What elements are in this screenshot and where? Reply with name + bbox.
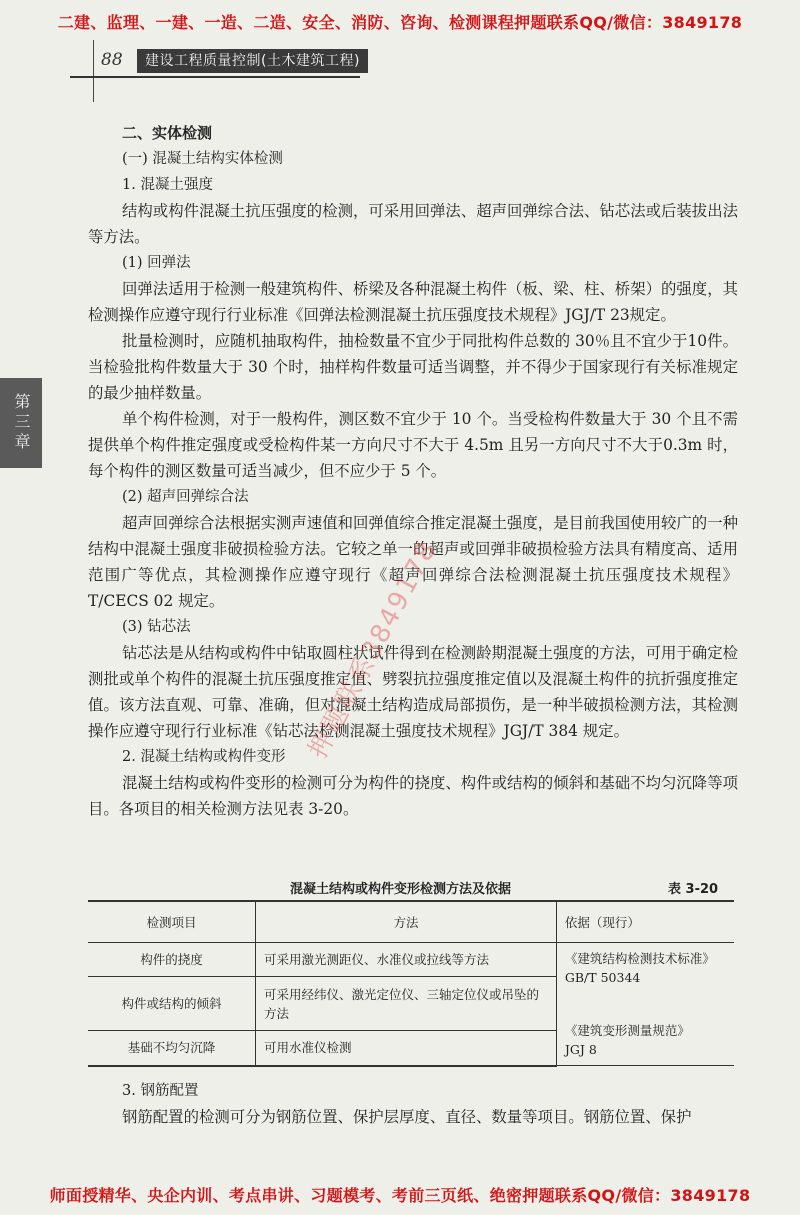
table-basis-cell: [556, 943, 734, 1066]
paragraph: 钢筋配置的检测可分为钢筋位置、保护层厚度、直径、数量等项目。钢筋位置、保护: [122, 1108, 692, 1126]
header-rule: [70, 76, 360, 78]
topic-heading: 3. 钢筋配置: [122, 1083, 199, 1099]
table-cell: 构件或结构的倾斜: [88, 977, 256, 1031]
table-number: 表 3-20: [668, 882, 719, 897]
header-divider: [93, 40, 94, 102]
method-heading: (3) 钻芯法: [122, 619, 191, 635]
watermark: 押题联系3849178: [303, 535, 444, 764]
table-cell: 构件的挠度: [88, 943, 256, 977]
subsection-heading: (一) 混凝土结构实体检测: [122, 151, 283, 167]
book-title: 建设工程质量控制(土木建筑工程): [137, 49, 368, 73]
bottom-ad-banner: 师面授精华、央企内训、考点串讲、习题模考、考前三页纸、绝密押题联系QQ/微信：3849178: [49, 1186, 751, 1205]
page-body-continued: [88, 1078, 738, 1130]
deformation-table: [88, 900, 734, 1067]
table-cell: 基础不均匀沉降: [88, 1031, 256, 1066]
standard-name: 《建筑变形测量规范》: [564, 1023, 690, 1038]
table-cell: 可用水准仪检测: [256, 1031, 557, 1066]
chapter-tab: 第三章: [0, 378, 42, 468]
table-header: 依据（现行）: [556, 901, 734, 943]
page-body: [88, 120, 738, 822]
paragraph: 批量检测时，应随机抽取构件，抽检数量不宜少于同批构件总数的 30％且不宜少于10件。当检验批构件数量大于 30 个时，抽样构件数量可适当调整，并不得少于国家现行有关标准规定的最少抽样数量。: [88, 332, 738, 402]
paragraph: 超声回弹综合法根据实测声速值和回弹值综合推定混凝土强度，是目前我国使用较广的一种结构中混凝土强度非破损检验方法。它较之单一的超声或回弹非破损检验方法具有精度高、适用范围广等优点，其检测操作应遵守现行《超声回弹综合法检测混凝土抗压强度技术规程》T/CECS 02 规定。: [88, 514, 738, 610]
topic-heading: 2. 混凝土结构或构件变形: [122, 749, 286, 765]
table-cell: 可采用激光测距仪、水准仪或拉线等方法: [256, 943, 557, 977]
paragraph: 钻芯法是从结构或构件中钻取圆柱状试件得到在检测龄期混凝土强度的方法，可用于确定检测批或单个构件的混凝土抗压强度推定值、劈裂抗拉强度推定值以及混凝土构件的抗折强度推定值。该方法直观、可靠、准确，但对混凝土结构造成局部损伤，是一种半破损检测方法，其检测操作应遵守现行行业标准《钻芯法检测混凝土强度技术规程》JGJ/T 384 规定。: [88, 644, 738, 740]
method-heading: (1) 回弹法: [122, 255, 191, 271]
standard-code: GB/T 50344: [564, 970, 641, 985]
table-header: 方法: [256, 901, 557, 943]
table-title: 混凝土结构或构件变形检测方法及依据: [290, 882, 512, 897]
section-heading: 二、实体检测: [122, 124, 213, 142]
topic-heading: 1. 混凝土强度: [122, 177, 213, 193]
paragraph: 单个构件检测，对于一般构件，测区数不宜少于 10 个。当受检构件数量大于 30 个且不需提供单个构件推定强度或受检构件某一方向尺寸不大于 4.5m 且另一方向尺寸不大于0.3m 时，每个构件的测区数量可适当减少，但不应少于 5 个。: [88, 410, 738, 480]
paragraph: 混凝土结构或构件变形的检测可分为构件的挠度、构件或结构的倾斜和基础不均匀沉降等项目。各项目的相关检测方法见表 3-20。: [88, 774, 738, 818]
standard-name: 《建筑结构检测技术标准》: [564, 951, 715, 966]
paragraph: 结构或构件混凝土抗压强度的检测，可采用回弹法、超声回弹综合法、钻芯法或后装拔出法等方法。: [88, 202, 738, 246]
method-heading: (2) 超声回弹综合法: [122, 489, 249, 505]
table-row: [88, 943, 734, 977]
page-number: 88: [101, 50, 123, 70]
top-ad-banner: 二建、监理、一建、一造、二造、安全、消防、咨询、检测课程押题联系QQ/微信：3849178: [57, 13, 743, 32]
table-header: 检测项目: [88, 901, 256, 943]
table-cell: 可采用经纬仪、激光定位仪、三轴定位仪或吊坠的方法: [256, 977, 557, 1031]
standard-code: JGJ 8: [564, 1042, 597, 1057]
paragraph: 回弹法适用于检测一般建筑构件、桥梁及各种混凝土构件（板、梁、柱、桥架）的强度，其检测操作应遵守现行行业标准《回弹法检测混凝土抗压强度技术规程》JGJ/T 23规定。: [88, 280, 738, 324]
